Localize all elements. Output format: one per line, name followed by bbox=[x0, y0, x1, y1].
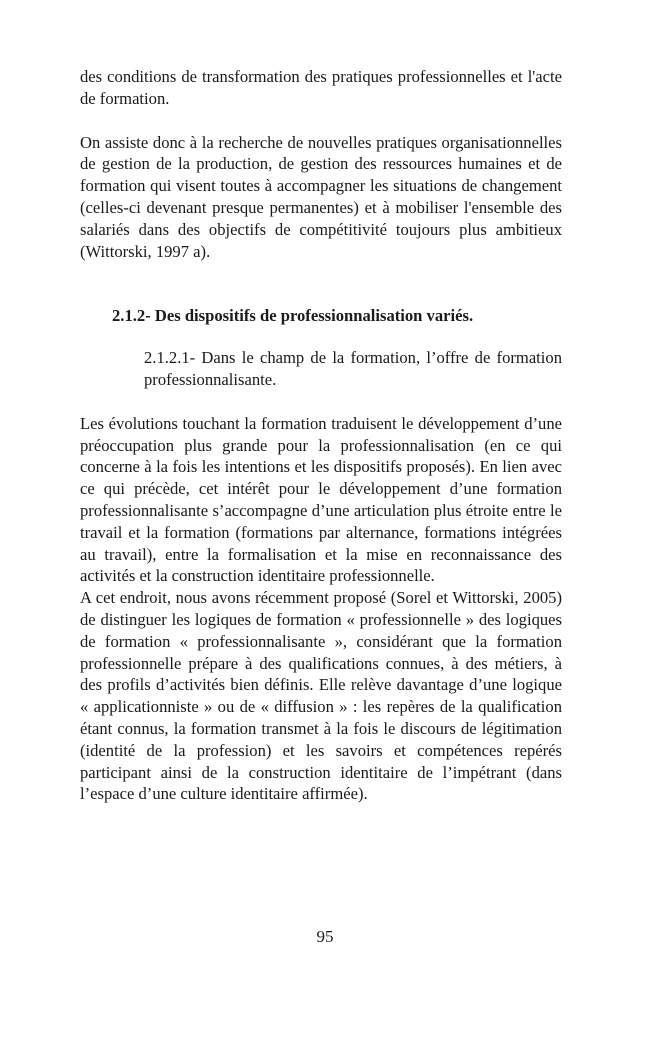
spacer bbox=[80, 110, 562, 132]
spacer bbox=[80, 262, 562, 305]
spacer bbox=[80, 391, 562, 413]
paragraph-logiques: A cet endroit, nous avons récemment proposé (Sorel et Wittorski, 2005) de distinguer les logiques de formation « professionnelle » des logiques de formation « professionnalisante », considérant que la formation professionnelle prépare à des qualifications connues, à des métiers, à des profils d’activités bien définis. Elle relève davantage d’une logique « applicationniste » ou de « diffusion » : les repères de la qualification étant connus, la formation transmet à la fois le discours de légitimation (identité de la profession) et les savoirs et compétences repérés participant ainsi de la construction identitaire de l’impétrant (dans l’espace d’une culture identitaire affirmée). bbox=[80, 588, 562, 804]
paragraph-continuation: des conditions de transformation des pratiques professionnelles et l'acte de formation. bbox=[80, 67, 562, 108]
page-number: 95 bbox=[316, 927, 334, 946]
paragraph-evolutions: Les évolutions touchant la formation traduisent le développement d’une préoccupation plus grande pour la professionnalisation (en ce qui concerne à la fois les intentions et les dispositifs proposés). En lien avec ce qui précède, cet intérêt pour le développement d’une formation professionnalisante s’accompagne d’une articulation plus étroite entre le travail et la formation (formations par alternance, formations intégrées au travail), entre la formalisation et la mise en reconnaissance des activités et la construction identitaire professionnelle. bbox=[80, 413, 562, 586]
page-body bbox=[80, 66, 562, 805]
subsection-heading: 2.1.2.1- Dans le champ de la formation, l’offre de formation professionnalisante. bbox=[144, 348, 562, 389]
section-heading: 2.1.2- Des dispositifs de professionnalisation variés. bbox=[112, 306, 474, 326]
paragraph-practices: On assiste donc à la recherche de nouvelles pratiques organisationnelles de gestion de la production, de gestion des ressources humaines et de formation qui visent toutes à accompagner les situations de changement (celles-ci devenant presque permanentes) et à mobiliser l'ensemble des salariés dans des objectifs de compétitivité toujours plus ambitieux (Wittorski, 1997 a). bbox=[80, 132, 562, 261]
spacer bbox=[80, 327, 562, 347]
